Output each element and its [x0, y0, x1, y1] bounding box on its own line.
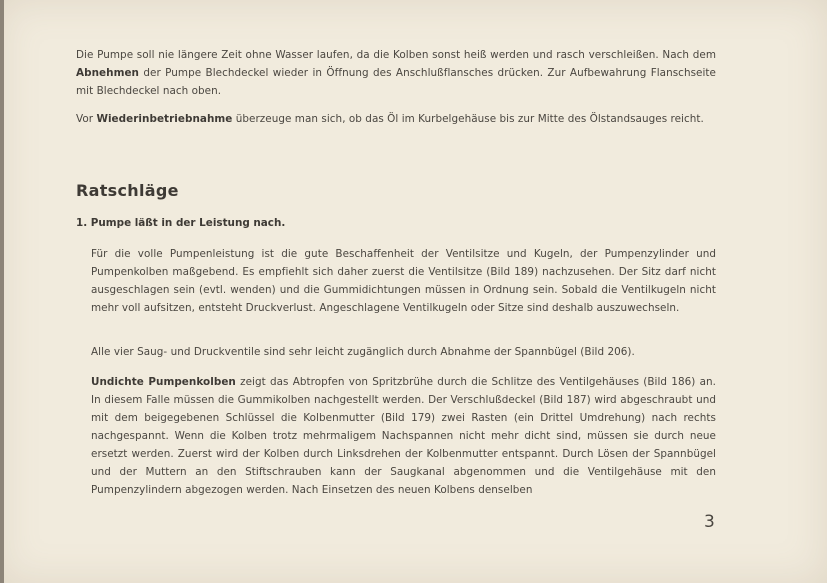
intro-paragraph-2-bold: Wiederinbetriebnahme [96, 113, 233, 125]
intro-paragraph-1-bold: Abnehmen [76, 67, 139, 79]
intro-paragraph-1-text-after: der Pumpe Blechdeckel wieder in Öffnung des Anschlußflansches drücken. Zur Aufbewahrung Flanschseite mit Blechdeckel nach oben. [76, 67, 716, 97]
section-1-paragraph-2: Alle vier Saug- und Druckventile sind sehr leicht zugänglich durch Abnahme der Spannbügel (Bild 206). [91, 346, 635, 358]
section-1-paragraph-1: Für die volle Pumpenleistung ist die gute Beschaffenheit der Ventilsitze und Kugeln, der Pumpenzylinder und Pumpenkolben maßgebend. Es empfiehlt sich daher zuerst die Ventilsitze (Bild 189) nachzusehen. Der Sitz darf nicht ausgeschlagen sein (evtl. wenden) und die Gummidichtungen müssen in Ordnung sein. Sobald die Ventilkugeln nicht mehr voll aufsitzen, entsteht Druckverlust. Angeschlagene Ventilkugeln oder Sitze sind deshalb auszuwechseln. [91, 248, 716, 314]
section-1-paragraph-3 [91, 373, 716, 499]
section-1-title: 1. Pumpe läßt in der Leistung nach. [76, 217, 286, 229]
section-1-paragraph-3-text: zeigt das Abtropfen von Spritzbrühe durch die Schlitze des Ventilgehäuses (Bild 186) an. In diesem Falle müssen die Gummikolben nachgestellt werden. Der Verschlußdeckel (Bild 187) wird abgeschraubt und mit dem beigegebenen Schlüssel die Kolbenmutter (Bild 179) zwei Rasten (ein Drittel Umdrehung) nach rechts nachgespannt. Wenn die Kolben trotz mehrmaligem Nachspannen nicht mehr dicht sind, müssen sie durch neue ersetzt werden. Zuerst wird der Kolben durch Linksdrehen der Kolbenmutter entspannt. Durch Lösen der Spannbügel und der Muttern an den Stiftschrauben kann der Saugkanal abgenommen und die Ventilgehäuse mit den Pumpenzylindern abgezogen werden. Nach Einsetzen des neuen Kolbens denselben [91, 376, 716, 496]
intro-paragraph-2-text-after: überzeuge man sich, ob das Öl im Kurbelgehäuse bis zur Mitte des Ölstandsauges reicht. [232, 113, 704, 125]
intro-paragraph-2 [76, 110, 716, 128]
page-number: 3 [704, 512, 715, 532]
page-binding-edge [0, 0, 4, 583]
intro-paragraph-1 [76, 46, 716, 100]
intro-paragraph-1-text: Die Pumpe soll nie längere Zeit ohne Wasser laufen, da die Kolben sonst heiß werden und rasch verschleißen. Nach dem [76, 49, 716, 61]
section-1-paragraph-3-bold: Undichte Pumpenkolben [91, 376, 236, 388]
section-heading: Ratschläge [76, 181, 179, 200]
intro-paragraph-2-text: Vor [76, 113, 97, 125]
